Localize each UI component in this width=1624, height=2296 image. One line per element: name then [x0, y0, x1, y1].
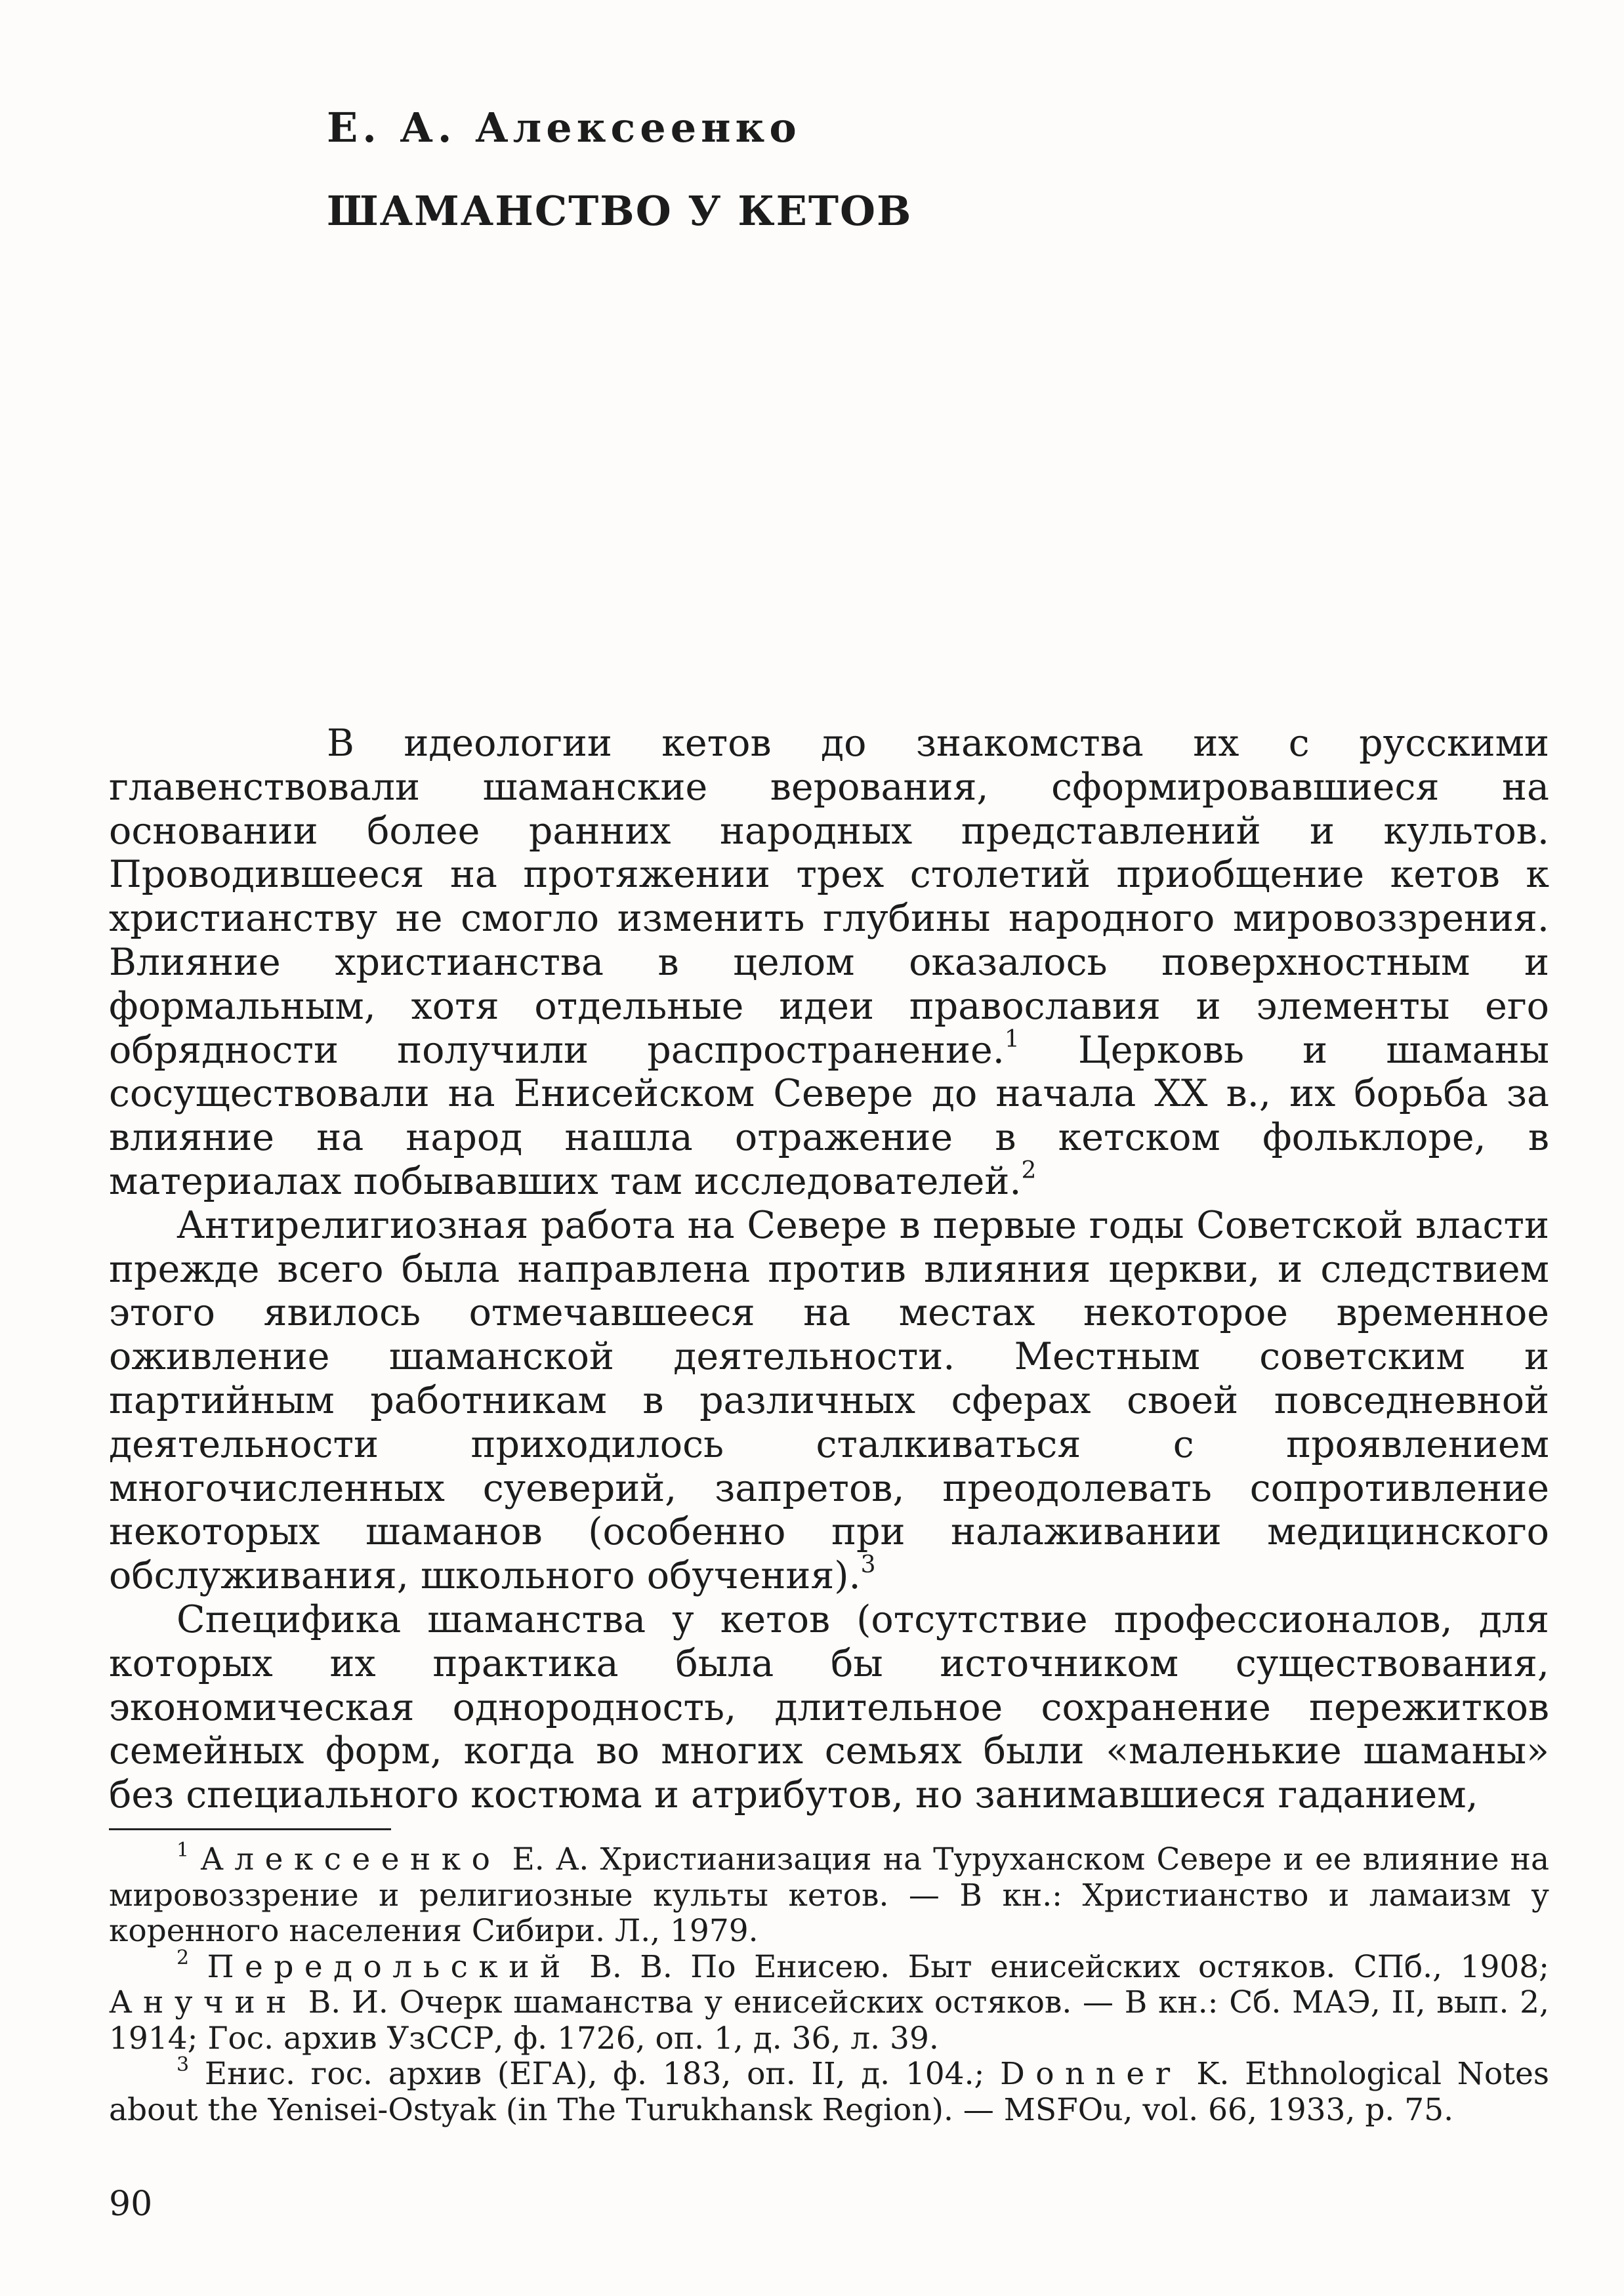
- footnote-divider: [109, 1828, 391, 1830]
- footnote-ref-3[interactable]: 3: [860, 1551, 876, 1579]
- body-text: Антирелигиозная работа на Севере в первые годы Советской власти прежде всего была направлена против влияния церкви, и следствием этого явилось отмечавшееся на местах некоторое временное оживление шаманской деятельности. Местным советским и партийным работникам в различных сферах своей повседневной деятельности приходилось сталкиваться с проявлением многочисленных суеверий, запретов, преодолевать сопротивление некоторых шаманов (особенно при налаживании медицинского обслуживания, школьного обучения).: [109, 1203, 1549, 1598]
- body-paragraph-3: [109, 1598, 1549, 1817]
- body-text: Специфика шаманства у кетов (отсутствие профессионалов, для которых их практика была бы источником существования, экономическая однородность, длительное сохранение пережитков семейных форм, когда во многих семьях были «маленькие шаманы» без специального костюма и атрибутов, но занимавшиеся гаданием,: [109, 1597, 1549, 1817]
- footnote-mark: 3: [177, 2053, 190, 2076]
- footnote-1: [109, 1839, 1549, 1950]
- footnote-author: Алексеенко: [200, 1841, 501, 1877]
- page-number: 90: [109, 2184, 153, 2224]
- footnotes: [109, 1839, 1549, 2128]
- footnote-text: В. И. Очерк шаманства у енисейских остяков. — В кн.: Сб. МАЭ, II, вып. 2, 1914; Гос. архив УзССР, ф. 1726, оп. 1, д. 36, л. 39.: [109, 1984, 1549, 2057]
- footnote-mark: 2: [177, 1946, 190, 1969]
- footnote-text: В. В. По Енисею. Быт енисейских остяков. СПб., 1908;: [571, 1948, 1549, 1985]
- footnote-3: [109, 2053, 1549, 2128]
- footnote-author: Анучин: [109, 1984, 297, 2020]
- footnote-ref-2[interactable]: 2: [1021, 1157, 1037, 1184]
- body-paragraph-1: [109, 722, 1549, 1204]
- footnote-text: Енис. гос. архив (ЕГА), ф. 183, оп. II, д. 104.;: [189, 2056, 1001, 2092]
- body-text: Церковь и шаманы сосуществовали на Енисейском Севере до начала XX в., их борьба за влияние на народ нашла отражение в кетском фольклоре, в материалах побывавших там исследователей.: [109, 1028, 1549, 1203]
- footnote-ref-1[interactable]: 1: [1004, 1025, 1020, 1053]
- article-author: Е. А. Алексеенко: [327, 104, 801, 152]
- article-title: ШАМАНСТВО У КЕТОВ: [327, 187, 913, 235]
- footnote-2: [109, 1946, 1549, 2057]
- footnote-author: Donner: [1000, 2056, 1181, 2092]
- footnote-text: K. Ethnological Notes about the Yenisei-Ostyak (in The Turukhansk Region). — MSFOu, vol. 66, 1933, p. 75.: [109, 2056, 1549, 2128]
- footnote-author: Передольский: [207, 1948, 572, 1985]
- footnote-text: Е. А. Христианизация на Туруханском Севере и ее влияние на мировоззрение и религиозные культы кетов. — В кн.: Христианство и ламаизм у коренного населения Сибири. Л., 1979.: [109, 1841, 1549, 1949]
- body-paragraph-2: [109, 1204, 1549, 1598]
- body-text: В идеологии кетов до знакомства их с русскими главенствовали шаманские верования, сформировавшиеся на основании более ранних народных представлений и культов. Проводившееся на протяжении трех столетий приобщение кетов к христианству не смогло изменить глубины народного мировоззрения. Влияние христианства в целом оказалось поверхностным и формальным, хотя отдельные идеи православия и элементы его обрядности получили распространение.: [109, 722, 1549, 1072]
- article-body: [109, 722, 1549, 1817]
- footnote-mark: 1: [177, 1839, 190, 1862]
